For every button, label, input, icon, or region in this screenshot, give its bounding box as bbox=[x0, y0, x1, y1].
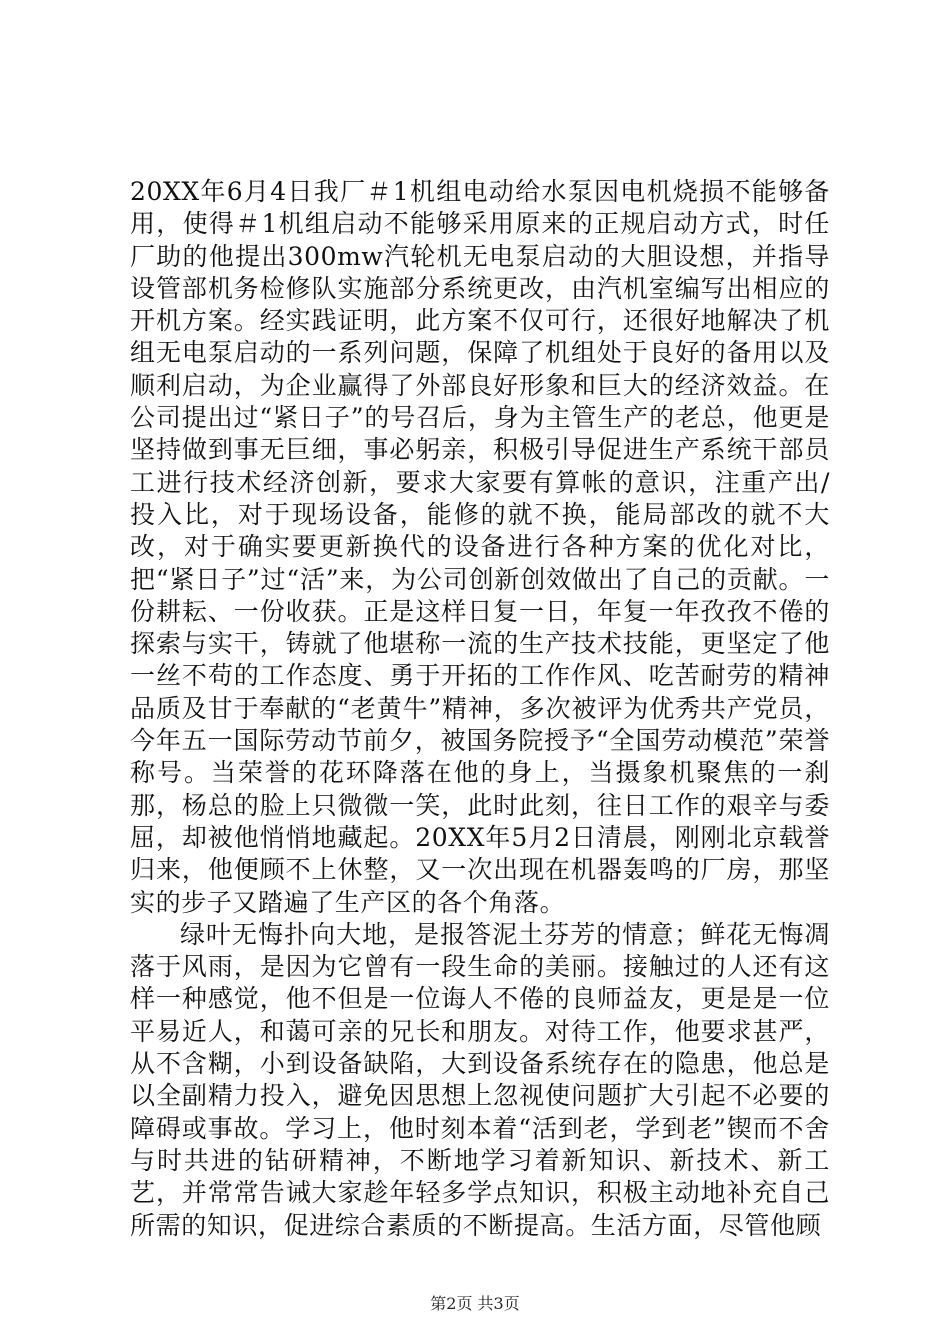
paragraph-2: 绿叶无悔扑向大地，是报答泥土芬芳的情意；鲜花无悔凋落于风雨，是因为它曾有一段生命的美丽。接触过的人还有这样一种感觉，他不但是一位诲人不倦的良师益友，更是是一位平易近人，和蔼可亲的兄长和朋友。对待工作，他要求甚严，从不含糊，小到设备缺陷，大到设备系统存在的隐患，他总是以全副精力投入，避免因思想上忽视使问题扩大引起不必要的障碍或事故。学习上，他时刻本着“活到老，学到老”锲而不舍与时共进的钻研精神，不断地学习着新知识、新技术、新工艺，并常常告诫大家趁年轻多学点知识，积极主动地补充自己所需的知识，促进综合素质的不断提高。生活方面，尽管他顾 bbox=[130, 919, 830, 1240]
paragraph-1: 20XX年6月4日我厂＃1机组电动给水泵因电机烧损不能够备用，使得＃1机组启动不能够采用原来的正规启动方式，时任厂助的他提出300mw汽轮机无电泵启动的大胆设想，并指导设管部机务检修队实施部分系统更改，由汽机室编写出相应的开机方案。经实践证明，此方案不仅可行，还很好地解决了机组无电泵启动的一系列问题，保障了机组处于良好的备用以及顺利启动，为企业赢得了外部良好形象和巨大的经济效益。在公司提出过“紧日子”的号召后，身为主管生产的老总，他更是坚持做到事无巨细，事必躬亲，积极引导促进生产系统干部员工进行技术经济创新，要求大家要有算帐的意识，注重产出/投入比，对于现场设备，能修的就不换，能局部改的就不大改，对于确实要更新换代的设备进行各种方案的优化对比，把“紧日子”过“活”来，为公司创新创效做出了自己的贡献。一份耕耘、一份收获。正是这样日复一日，年复一年孜孜不倦的探索与实干，铸就了他堪称一流的生产技术技能，更坚定了他一丝不苟的工作态度、勇于开拓的工作作风、吃苦耐劳的精神品质及甘于奉献的“老黄牛”精神，多次被评为优秀共产党员，今年五一国际劳动节前夕，被国务院授予“全国劳动模范”荣誉称号。当荣誉的花环降落在他的身上，当摄象机聚焦的一刹那，杨总的脸上只微微一笑，此时此刻，往日工作的艰辛与委屈，却被他悄悄地藏起。20XX年5月2日清晨，刚刚北京载誉归来，他便顾不上休整，又一次出现在机器轰鸣的厂房，那坚实的步子又踏遍了生产区的各个角落。 bbox=[130, 177, 830, 917]
page-footer: 第2页 共3页 bbox=[430, 1294, 520, 1313]
document-body bbox=[130, 176, 830, 1242]
